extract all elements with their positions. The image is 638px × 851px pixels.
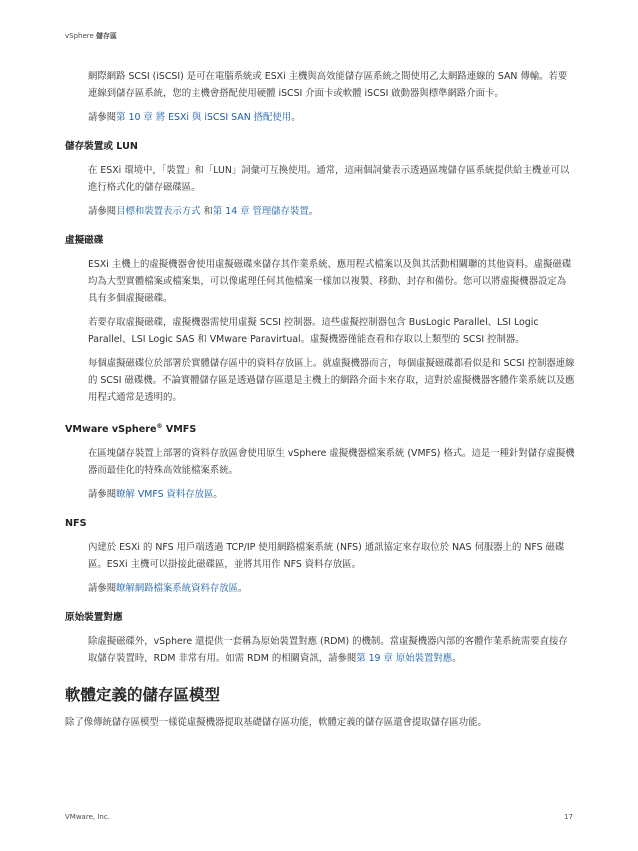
sds-description: 除了像傳統儲存區模型一樣從虛擬機器提取基礎儲存區功能，軟體定義的儲存區還會提取儲存區功能。 [65,717,487,729]
target-device-link[interactable]: 目標和裝置表示方式 [116,206,201,217]
term-nfs: NFS [65,518,87,530]
term-virtual-disk: 虛擬磁碟 [65,235,104,246]
rdm-description [88,633,575,667]
see-also-prefix: 請參閱 [88,206,117,217]
iscsi-description: 網際網路 SCSI (iSCSI) 是可在電腦系統或 ESXi 主機與高效能儲存區系統之間使用乙太網路連線的 SAN 傳輸。若要連線到儲存區系統，您的主機會搭配使用硬體 iSCSI 介面卡或軟體 iSCSI 啟動器與標準網路介面卡。 [88,71,568,99]
term-vmfs [65,418,575,438]
storage-device-description: 在 ESXi 環境中，「裝置」和「LUN」詞彙可互換使用。通常，這兩個詞彙表示透過區塊儲存區系統提供給主機並可以進行格式化的儲存磁碟區。 [88,165,570,193]
header-section: 儲存區 [96,32,118,40]
virtual-disk-description-1: ESXi 主機上的虛擬機器會使用虛擬磁碟來儲存其作業系統、應用程式檔案以及與其活動相關聯的其他資料。虛擬磁碟均為大型實體檔案或檔案集，可以像處理任何其他檔案一樣加以複製、移動、封存和備份。您可以將虛擬機器設定為具有多個虛擬磁碟。 [88,259,572,304]
vmfs-datastore-link[interactable]: 瞭解 VMFS 資料存放區 [116,489,214,501]
see-also-prefix: 請參閱 [88,112,117,123]
nfs-see-also [88,580,575,597]
virtual-disk-description-2: 若要存取虛擬磁碟，虛擬機器需使用虛擬 SCSI 控制器。這些虛擬控制器包含 BusLogic Parallel、LSI Logic Parallel、LSI Logic SAS 和 VMware Paravirtual。虛擬機器僅能查看和存取以上類型的 SCSI 控制器。 [88,317,539,345]
vmfs-description: 在區塊儲存裝置上部署的資料存放區會使用原生 vSphere 虛擬機器檔案系統 (VMFS) 格式。這是一種針對儲存虛擬機器而最佳化的特殊高效能檔案系統。 [88,448,575,477]
rdm-body-suffix: 。 [452,653,462,665]
nfs-description: 內建於 ESXi 的 NFS 用戶端透過 TCP/IP 使用網路檔案系統 (NFS) 通訊協定來存取位於 NAS 伺服器上的 NFS 磁碟區。ESXi 主機可以掛接此磁碟區，並將其用作 NFS 資料存放區。 [88,542,565,571]
footer-page-number: 17 [564,813,573,821]
header-product: vSphere [65,32,94,40]
term-raw-device-mapping: 原始裝置對應 [65,612,123,624]
see-also-suffix: 。 [308,206,319,217]
see-also-mid: 和 [200,206,213,217]
see-also-suffix: 。 [213,489,223,501]
storage-device-see-also [88,203,575,220]
see-also-suffix: 。 [291,112,301,123]
iscsi-see-also [88,109,575,126]
virtual-disk-description-3: 每個虛擬磁碟位於部署於實體儲存區中的資料存放區上。就虛擬機器而言，每個虛擬磁碟都看似是和 SCSI 控制器連線的 SCSI 磁碟機。不論實體儲存區是透過儲存區還是主機上的網路介面卡來存取，這對於虛擬機器客體作業系統以及應用程式通常是透明的。 [88,358,575,403]
page-content [65,68,575,731]
see-also-prefix: 請參閱 [88,583,117,595]
registered-mark: ® [156,423,163,430]
vmfs-see-also [88,486,575,503]
see-also-suffix: 。 [238,583,248,595]
vmfs-term-name: VMware vSphere [65,424,157,436]
rdm-body-text: 除虛擬磁碟外，vSphere 還提供一套稱為原始裝置對應 (RDM) 的機制。當虛擬機器內部的客體作業系統需要直接存取儲存裝置時，RDM 非常有用。如需 RDM 的相關資訊，請參閱 [88,636,568,665]
nfs-datastore-link[interactable]: 瞭解網路檔案系統資料存放區 [116,583,239,595]
vmfs-term-suffix: VMFS [162,424,197,436]
see-also-prefix: 請參閱 [88,489,117,501]
running-header [65,31,117,41]
rdm-chapter-link[interactable]: 第 19 章 原始裝置對應 [356,653,453,665]
manage-devices-chapter-link[interactable]: 第 14 章 管理儲存裝置 [212,206,309,217]
term-storage-device: 儲存裝置或 LUN [65,141,138,152]
footer-company: VMware, Inc. [65,813,110,821]
iscsi-chapter-link[interactable]: 第 10 章 將 ESXi 與 iSCSI SAN 搭配使用 [116,112,292,123]
section-heading-sds: 軟體定義的儲存區模型 [65,686,221,705]
